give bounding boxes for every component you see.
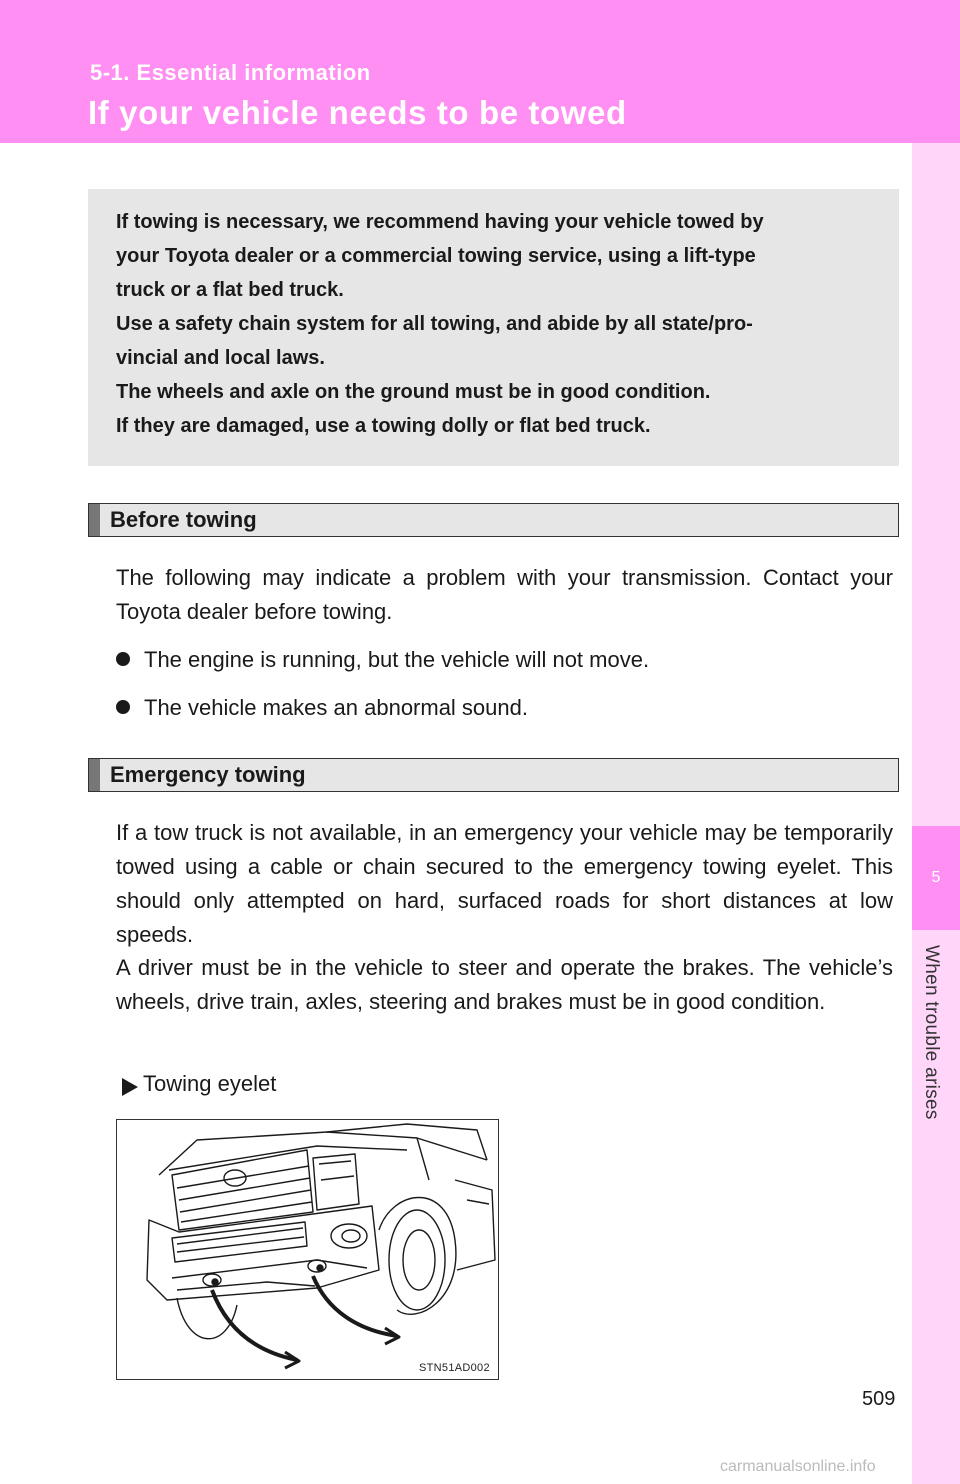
heading-text: Emergency towing [110,762,306,787]
towing-eyelet-label: Towing eyelet [143,1071,277,1096]
emergency-paragraph-1: If a tow truck is not available, in an emergency your vehicle may be temporarily towed using a cable or chain secured to the emergency towing eyelet. This should only attempted on hard, surfaced roads for short distances at low speeds. [116,820,893,947]
triangle-pointer-icon [122,1078,138,1096]
bullet-icon [116,700,130,714]
side-strip-top [912,0,960,143]
emergency-towing-heading [88,758,899,792]
intro-box [88,189,899,466]
intro-text: If towing is necessary, we recommend having your vehicle towed by your Toyota dealer or a commercial towing service, using a lift-type truck or a flat bed truck. Use a safety chain system for all towing, and abide by all state/pro- vincial and local laws. The wheels and axle on the ground must be in good condition. If they are damaged, use a towing dolly or flat bed truck. [116,211,764,437]
bullet-item: The engine is running, but the vehicle will not move. [116,643,649,677]
side-strip [912,0,960,1484]
truck-front-illustration [117,1120,498,1379]
page-header [0,0,912,143]
chapter-tab[interactable]: 5 [912,826,960,930]
heading-text: Before towing [110,507,257,532]
bullet-icon [116,652,130,666]
towing-eyelet-illustration [116,1119,499,1380]
bullet-item: The vehicle makes an abnormal sound. [116,691,528,725]
chapter-title: When trouble arises [921,945,942,1120]
before-towing-heading [88,503,899,537]
emergency-paragraph-2: A driver must be in the vehicle to steer and operate the brakes. The vehicle’s wheels, drive train, axles, steering and brakes must be in good condition. [116,955,893,1014]
section-label: 5-1. Essential information [90,60,371,85]
page-number: 509 [862,1388,896,1410]
heading-bar [89,759,100,791]
before-towing-paragraph: The following may indicate a problem with your transmission. Contact your Toyota dealer before towing. [116,565,893,624]
figure-code: STN51AD002 [419,1362,490,1374]
heading-bar [89,504,100,536]
watermark: carmanualsonline.info [720,1458,876,1475]
page-title: If your vehicle needs to be towed [88,94,627,131]
